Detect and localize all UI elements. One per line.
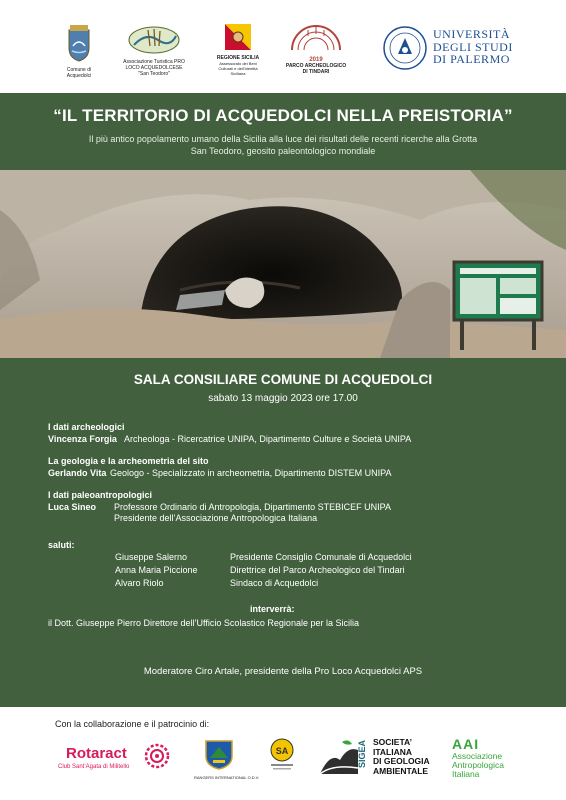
event-title: “IL TERRITORIO DI ACQUEDOLCI NELLA PREISTORIA” [53, 106, 513, 125]
rangers-shield-icon [204, 738, 234, 770]
logo-comune-acquedolci [55, 24, 103, 79]
program-speaker: Vincenza Forgia [48, 434, 117, 444]
unipa-seal-icon [383, 26, 427, 70]
program-role-2: Presidente dell’Associazione Antropologica Italiana [114, 513, 318, 523]
sigea-line2: ITALIANA [373, 746, 413, 757]
program-role: Geologo - Specializzato in archeometria, Dipartimento DISTEM UNIPA [110, 468, 392, 478]
program-speaker: Gerlando Vita [48, 468, 107, 478]
aai-line1: Associazione [452, 751, 503, 761]
saluti-role: Direttrice del Parco Archeologico del Tindari [230, 565, 405, 575]
aai-name [452, 752, 504, 779]
logo-rotaract [58, 745, 178, 775]
collaboration-label: Con la collaborazione e il patrocinio di: [55, 719, 210, 729]
logo-caption: Comune di Acquedolci [66, 67, 92, 79]
logo-caption: Assessorato dei Beni Culturali e dell'Identità Siciliana [218, 61, 258, 76]
program-topic: I dati paleoantropologici [48, 490, 153, 500]
rangers-caption: RANGERS INTERNATIONAL O.D.V. [194, 775, 260, 780]
saluti-label: saluti: [48, 540, 75, 550]
program-role: Archeologa - Ricercatrice UNIPA, Dipartimento Culture e Società UNIPA [124, 434, 412, 444]
moderator: Moderatore Ciro Artale, presidente della Pro Loco Acquedolci APS [143, 666, 423, 677]
saluti-name: Alvaro Riolo [115, 578, 164, 588]
interverra-label: interverrà: [250, 604, 295, 614]
cave-photo [0, 170, 566, 358]
saluti-name: Giuseppe Salerno [115, 552, 188, 562]
event-date: sabato 13 maggio 2023 ore 17.00 [208, 393, 358, 404]
unipa-line1: UNIVERSITÀ [433, 27, 510, 41]
crest-icon [66, 24, 92, 62]
circular-emblem-icon [268, 738, 296, 772]
sigea-line3: DI GEOLOGIA [373, 756, 430, 766]
sigea-abbr: SIGEA [357, 739, 367, 768]
aai-line2: Antropologica [452, 760, 504, 770]
sigea-line4: AMBIENTALE [373, 765, 429, 776]
logo-caption-top: REGIONE SICILIA [216, 55, 260, 61]
unipa-line2: DEGLI STUDI [433, 39, 513, 54]
trinacria-icon [225, 24, 251, 50]
sigea-mountain-icon [318, 738, 360, 778]
program-speaker: Luca Sineo [48, 502, 97, 512]
logo-parco-tindari [284, 22, 348, 75]
venue: SALA CONSILIARE COMUNE DI ACQUEDOLCI [133, 372, 433, 387]
program-topic: La geologia e la archeometria del sito [48, 456, 209, 466]
logo-pro-loco [123, 26, 185, 77]
logo-regione-sicilia [212, 24, 264, 76]
cave-illustration [0, 170, 566, 358]
saluti-role: Sindaco di Acquedolci [230, 578, 319, 588]
sigea-line1: SOCIETA’ [373, 737, 413, 747]
sigea-name [373, 738, 430, 776]
logo-rangers [194, 738, 260, 780]
aai-abbr: AAI [452, 736, 480, 752]
program-role: Professore Ordinario di Antropologia, Dipartimento STEBICEF UNIPA [114, 502, 391, 512]
rotaract-name: Rotaract [66, 745, 127, 762]
saluti-role: Presidente Consiglio Comunale di Acquedolci [230, 552, 412, 562]
logo-sigea [318, 738, 438, 782]
unipa-line3: DI PALERMO [433, 52, 510, 66]
rotaract-club: Club Sant’Agata di Militello [58, 764, 130, 770]
logo-year: 2019 [309, 57, 323, 63]
logo-caption: PARCO ARCHEOLOGICO DI TINDARI [285, 63, 347, 75]
pro-loco-emblem-icon [128, 26, 180, 54]
program-topic: I dati archeologici [48, 422, 125, 432]
event-subtitle: Il più antico popolamento umano della Sicilia alla luce dei risultati delle recenti ricerche alla Grotta San Teodoro, geosito paleontologico mondiale [88, 134, 478, 156]
saluti-name: Anna Maria Piccione [115, 565, 198, 575]
logo-unipa [383, 26, 513, 72]
interverra-text: il Dott. Giuseppe Pierro Direttore dell’Ufficio Scolastico Regionale per la Sicilia [48, 618, 359, 628]
unipa-name [433, 28, 513, 66]
svg-text:SA: SA [275, 746, 289, 756]
logo-emblem [268, 738, 302, 772]
aai-line3: Italiana [452, 769, 480, 779]
logo-caption: Associazione Turistica PRO LOCO ACQUEDOLCESE "San Teodoro" [123, 59, 185, 77]
theatre-arch-icon [288, 22, 344, 52]
rotary-wheel-icon [144, 743, 170, 769]
logo-aai [452, 736, 552, 780]
